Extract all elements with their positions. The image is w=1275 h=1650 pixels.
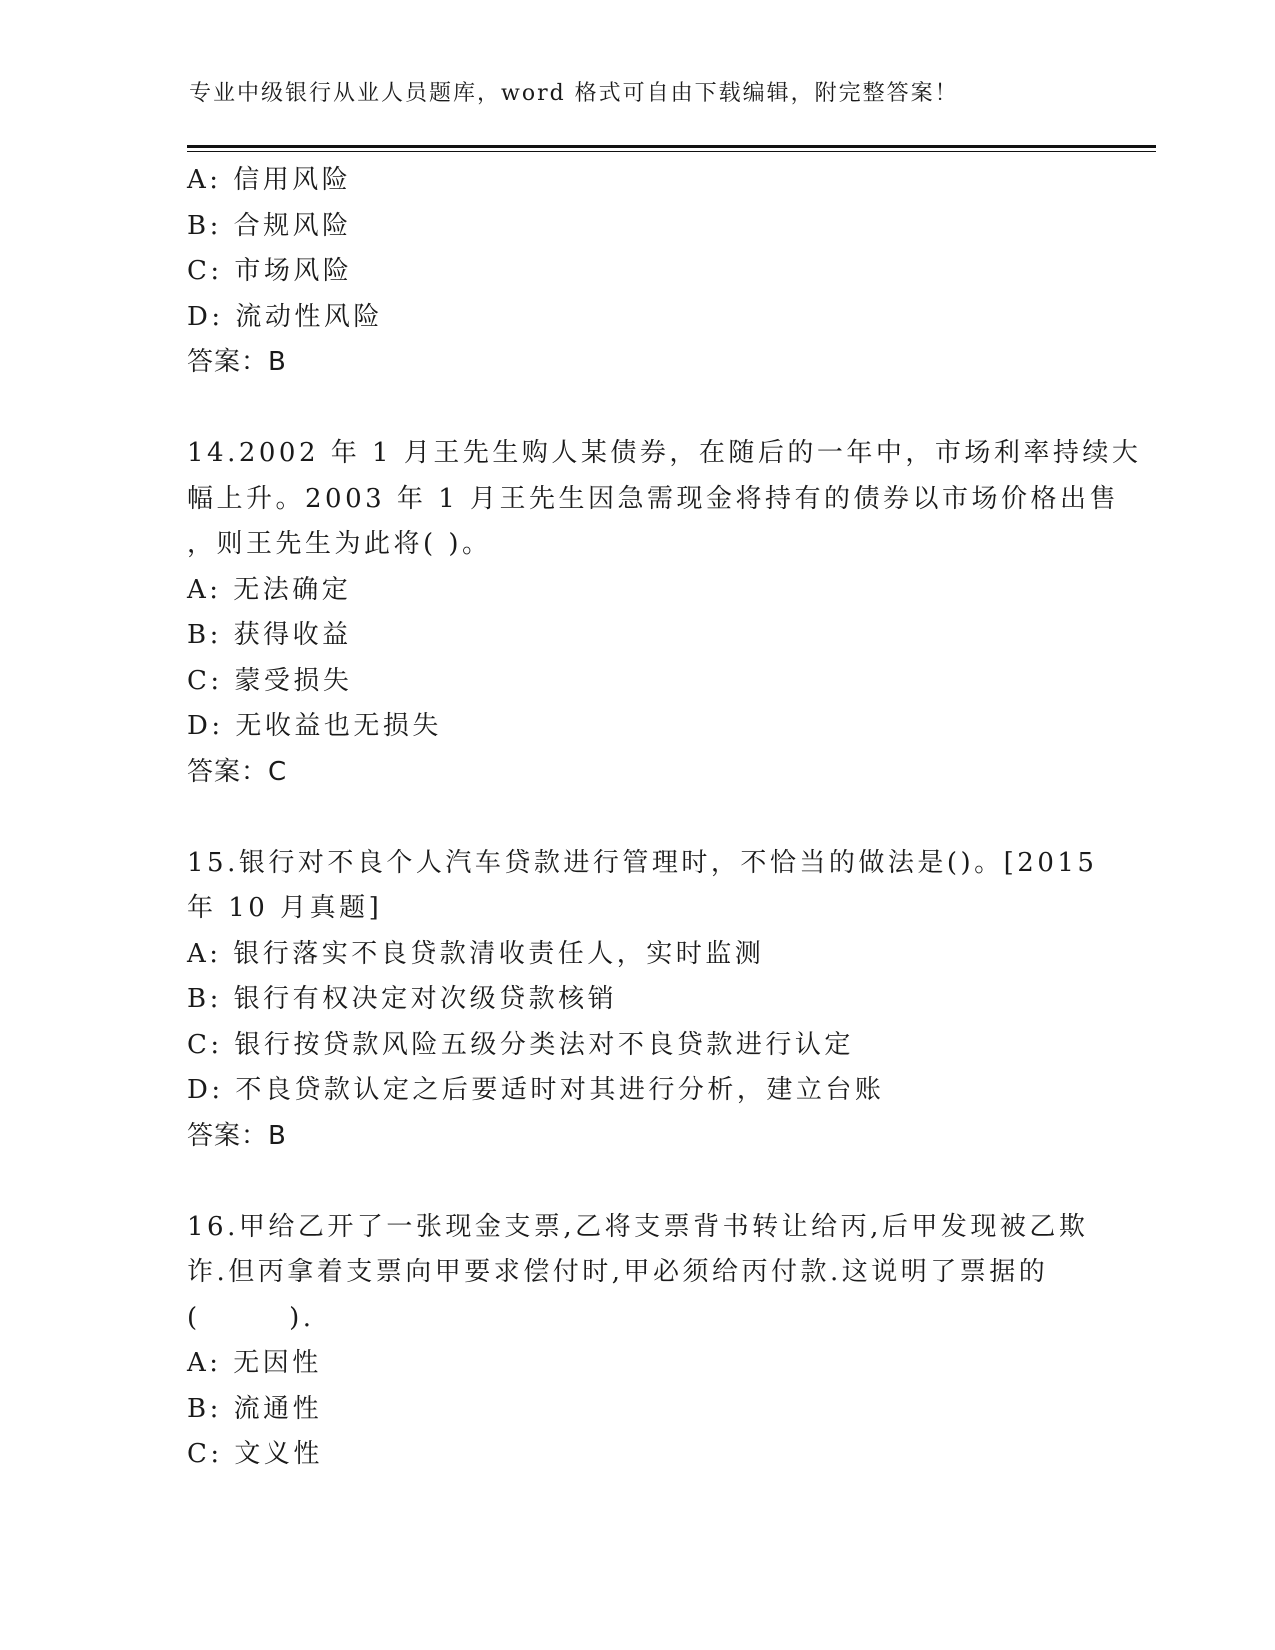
answer-line: 答案：C: [187, 756, 288, 787]
option-b: B: 获得收益: [187, 620, 352, 650]
option-c: C: 市场风险: [187, 256, 353, 286]
option-d: D: 无收益也无损失: [187, 711, 442, 741]
question-text: 16.甲给乙开了一张现金支票,乙将支票背书转让给丙,后甲发现被乙欺: [187, 1211, 1089, 1242]
question-16-block: [187, 1205, 1087, 1478]
option-b: B: 合规风险: [187, 210, 352, 241]
option-c: C: 蒙受损失: [187, 665, 353, 696]
question-content: [187, 158, 1142, 1478]
header-rule-thin: [187, 151, 1156, 152]
question-text: ，则王先生为此将( )。: [187, 529, 492, 559]
question-text: 年 10 月真题]: [187, 893, 383, 923]
answer-line: 答案：B: [187, 1120, 287, 1151]
option-a: A: 无因性: [187, 1348, 322, 1378]
option-a: A: 无法确定: [187, 574, 352, 605]
answer-line: 答案：B: [187, 347, 287, 377]
option-a: A: 信用风险: [187, 165, 352, 195]
prev-question-block: [187, 158, 1087, 386]
question-14-block: [187, 431, 1142, 795]
question-text: 幅上升。2003 年 1 月王先生因急需现金将持有的债券以市场价格出售: [187, 483, 1120, 514]
option-b: B: 银行有权决定对次级贷款核销: [187, 984, 618, 1014]
question-15-block: [187, 841, 1098, 1160]
option-c: C: 银行按贷款风险五级分类法对不良贷款进行认定: [187, 1029, 854, 1060]
spacer: [187, 386, 1087, 432]
spacer: [187, 795, 1087, 841]
option-b: B: 流通性: [187, 1393, 323, 1424]
option-a: A: 银行落实不良贷款清收责任人，实时监测: [187, 938, 765, 969]
option-d: D: 流动性风险: [187, 301, 383, 332]
question-text: 诈.但丙拿着支票向甲要求偿付时,甲必须给丙付款.这说明了票据的: [187, 1257, 1049, 1287]
question-text: 14.2002 年 1 月王先生购人某债券，在随后的一年中，市场利率持续大: [187, 438, 1142, 468]
option-c: C: 文义性: [187, 1439, 323, 1469]
question-text: 15.银行对不良个人汽车贷款进行管理时，不恰当的做法是()。[2015: [187, 847, 1098, 878]
option-d: D: 不良贷款认定之后要适时对其进行分析，建立台账: [187, 1075, 885, 1105]
spacer: [187, 1159, 1087, 1205]
question-text: ( ).: [187, 1302, 315, 1333]
page-header: 专业中级银行从业人员题库，word 格式可自由下载编辑，附完整答案！: [189, 81, 959, 106]
header-rule-thick: [187, 145, 1156, 148]
